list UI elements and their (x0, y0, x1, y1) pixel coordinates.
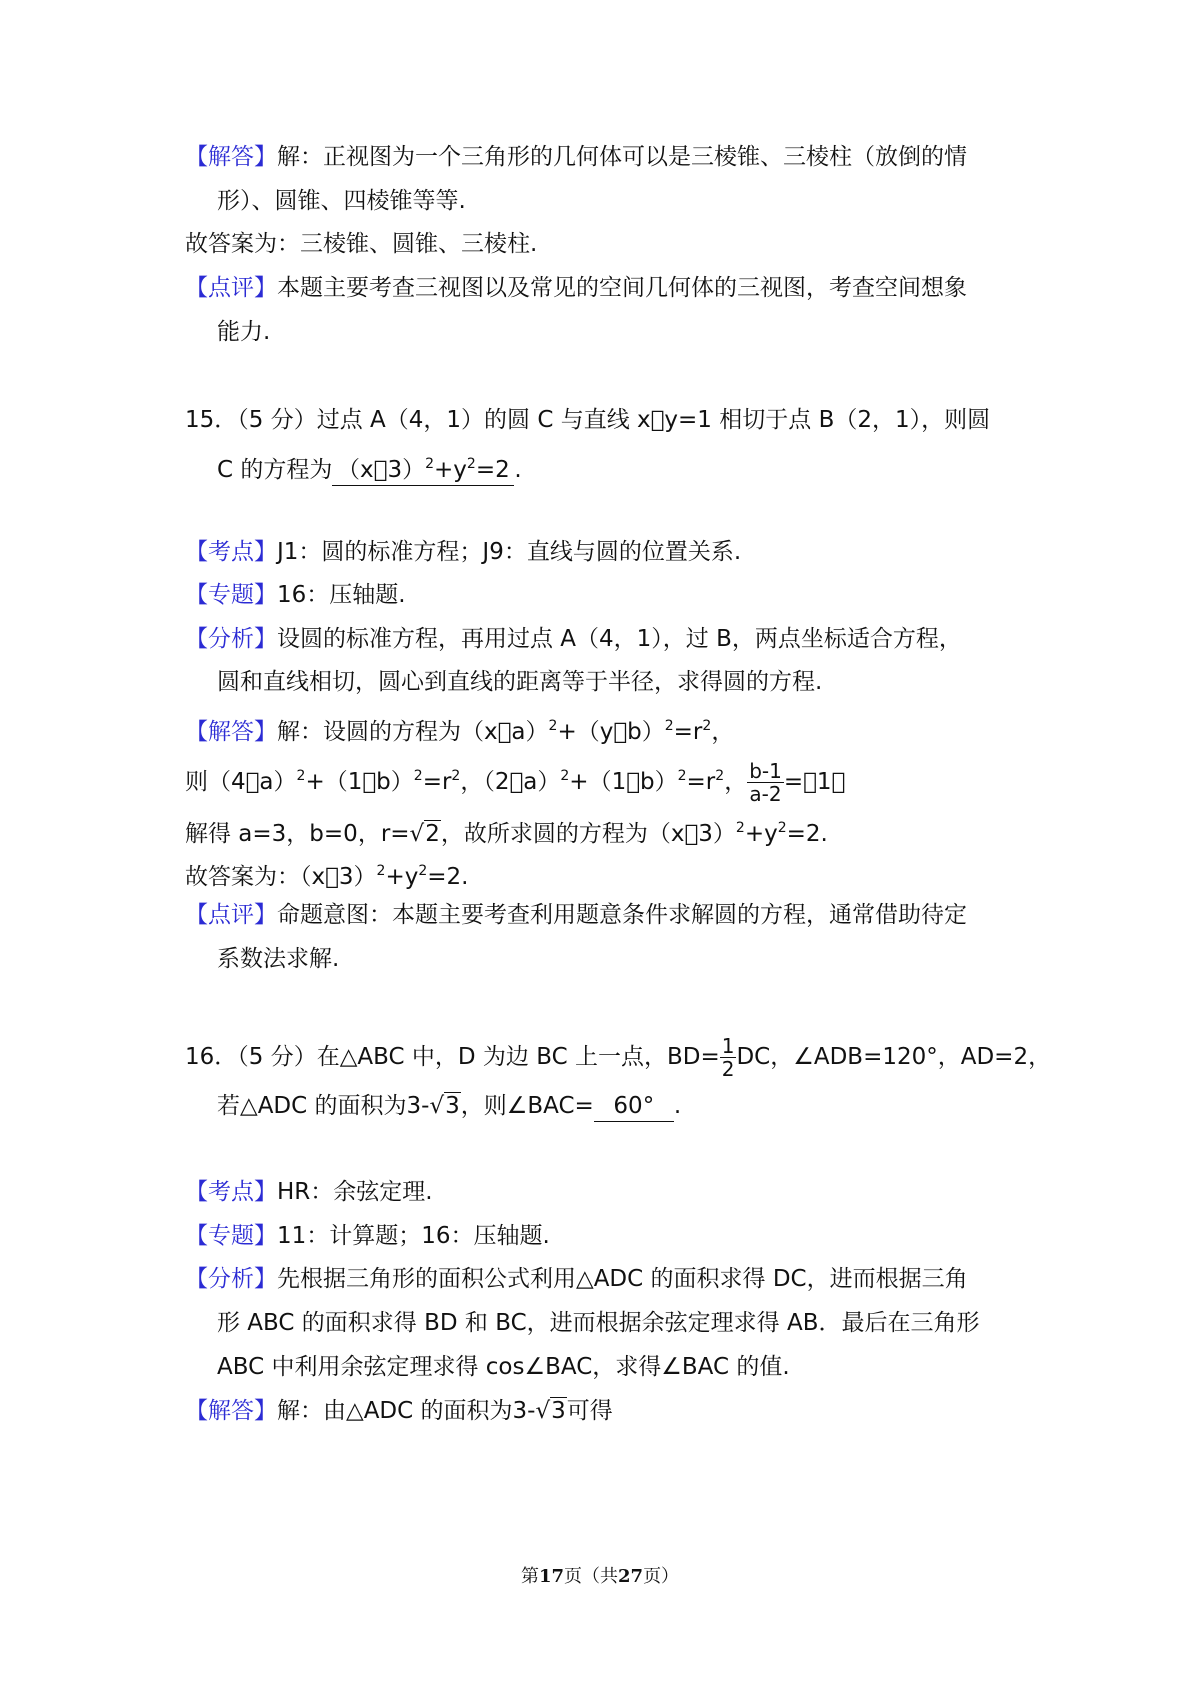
q15-answer: 故答案为：$(x￿3)^2+y^2=2$. (185, 863, 469, 890)
q16-zhuanti: 【专题】11：计算题；16：压轴题. (185, 1223, 550, 1249)
q15-jieda-line-1: 【解答】解：设圆的方程为$(x￿a)^2+(y￿b)^2=r^2$， (185, 718, 735, 745)
tag-dianping: 【点评】 (185, 275, 277, 301)
sqrt: √3 (535, 1398, 566, 1424)
q15-answer-blank: $(x￿3)^2+y^2=2$ (332, 449, 514, 486)
q15-jieda-line-3: 解得 a=3，b=0，r=√2，故所求圆的方程为$(x￿3)^2+y^2=2$. (185, 820, 828, 847)
q15-dianping-line-2: 系数法求解. (217, 946, 340, 972)
q15-kaodian: 【考点】J1：圆的标准方程；J9：直线与圆的位置关系. (185, 539, 742, 565)
q15-stem-line-2: C 的方程为 $(x￿3)^2+y^2=2$ . (217, 449, 522, 486)
page-total: 27 (618, 1566, 644, 1587)
fraction: $\frac{1}{2}$ (721, 1034, 735, 1081)
page-footer: 第17页（共27页） (520, 1566, 680, 1587)
tag-kaodian: 【考点】 (185, 1179, 277, 1205)
q14-jieda-line-2: 形）、圆锥、四棱锥等等. (217, 188, 466, 214)
q16-stem-line-1: 16．（5 分）在△ABC 中，D 为边 BC 上一点，BD= $\frac{1}{2}$ DC，∠ADB=120°，AD=2， (185, 1034, 1052, 1081)
q16-answer-blank: 60° (594, 1091, 674, 1122)
tag-dianping: 【点评】 (185, 902, 277, 928)
q14-dianping-line-2: 能力. (217, 319, 271, 345)
q16-jieda-line-1: 【解答】解：由△ADC 的面积为3-√3可得 (185, 1398, 613, 1424)
tag-jieda: 【解答】 (185, 1398, 277, 1424)
q16-fenxi-line-3: ABC 中利用余弦定理求得 cos∠BAC，求得∠BAC 的值. (217, 1354, 790, 1380)
tag-jieda: 【解答】 (185, 144, 277, 170)
q15-fenxi-line-1: 【分析】设圆的标准方程，再用过点 A（4，1），过 B，两点坐标适合方程， (185, 626, 962, 652)
tag-kaodian: 【考点】 (185, 539, 277, 565)
sqrt: √2 (409, 821, 440, 847)
q16-fenxi-line-2: 形 ABC 的面积求得 BD 和 BC，进而根据余弦定理求得 AB．最后在三角形 (217, 1310, 980, 1336)
q16-kaodian: 【考点】HR：余弦定理. (185, 1179, 433, 1205)
q15-jieda-line-2: 则$(4￿a)^2+(1￿b)^2=r^2$，$(2￿a)^2+(1￿b)^2=r^2$， $\frac{b-1}{a-2}$ =￿1， (185, 759, 846, 806)
fraction: $\frac{b-1}{a-2}$ (749, 759, 782, 806)
q16-stem-line-2: 若△ADC 的面积为3-√3，则∠BAC= 60° . (217, 1091, 681, 1122)
tag-jieda: 【解答】 (185, 719, 277, 745)
q15-zhuanti: 【专题】16：压轴题. (185, 582, 406, 608)
tag-zhuanti: 【专题】 (185, 582, 277, 608)
page-number: 17 (538, 1566, 564, 1587)
q15-stem-line-1: 15．（5 分）过点 A（4，1）的圆 C 与直线 x￿y=1 相切于点 B（2，1），则圆 (185, 407, 991, 433)
q14-jieda-line-1: 【解答】解：正视图为一个三角形的几何体可以是三棱锥、三棱柱（放倒的情 (185, 144, 967, 170)
q15-dianping-line-1: 【点评】命题意图：本题主要考查利用题意条件求解圆的方程，通常借助待定 (185, 902, 967, 928)
q14-answer: 故答案为：三棱锥、圆锥、三棱柱. (185, 231, 538, 257)
sqrt: √3 (429, 1093, 460, 1119)
q14-dianping-line-1: 【点评】本题主要考查三视图以及常见的空间几何体的三视图，考查空间想象 (185, 275, 967, 301)
tag-fenxi: 【分析】 (185, 1266, 277, 1292)
tag-fenxi: 【分析】 (185, 626, 277, 652)
q15-fenxi-line-2: 圆和直线相切，圆心到直线的距离等于半径，求得圆的方程. (217, 669, 823, 695)
tag-zhuanti: 【专题】 (185, 1223, 277, 1249)
q16-fenxi-line-1: 【分析】先根据三角形的面积公式利用△ADC 的面积求得 DC，进而根据三角 (185, 1266, 968, 1292)
